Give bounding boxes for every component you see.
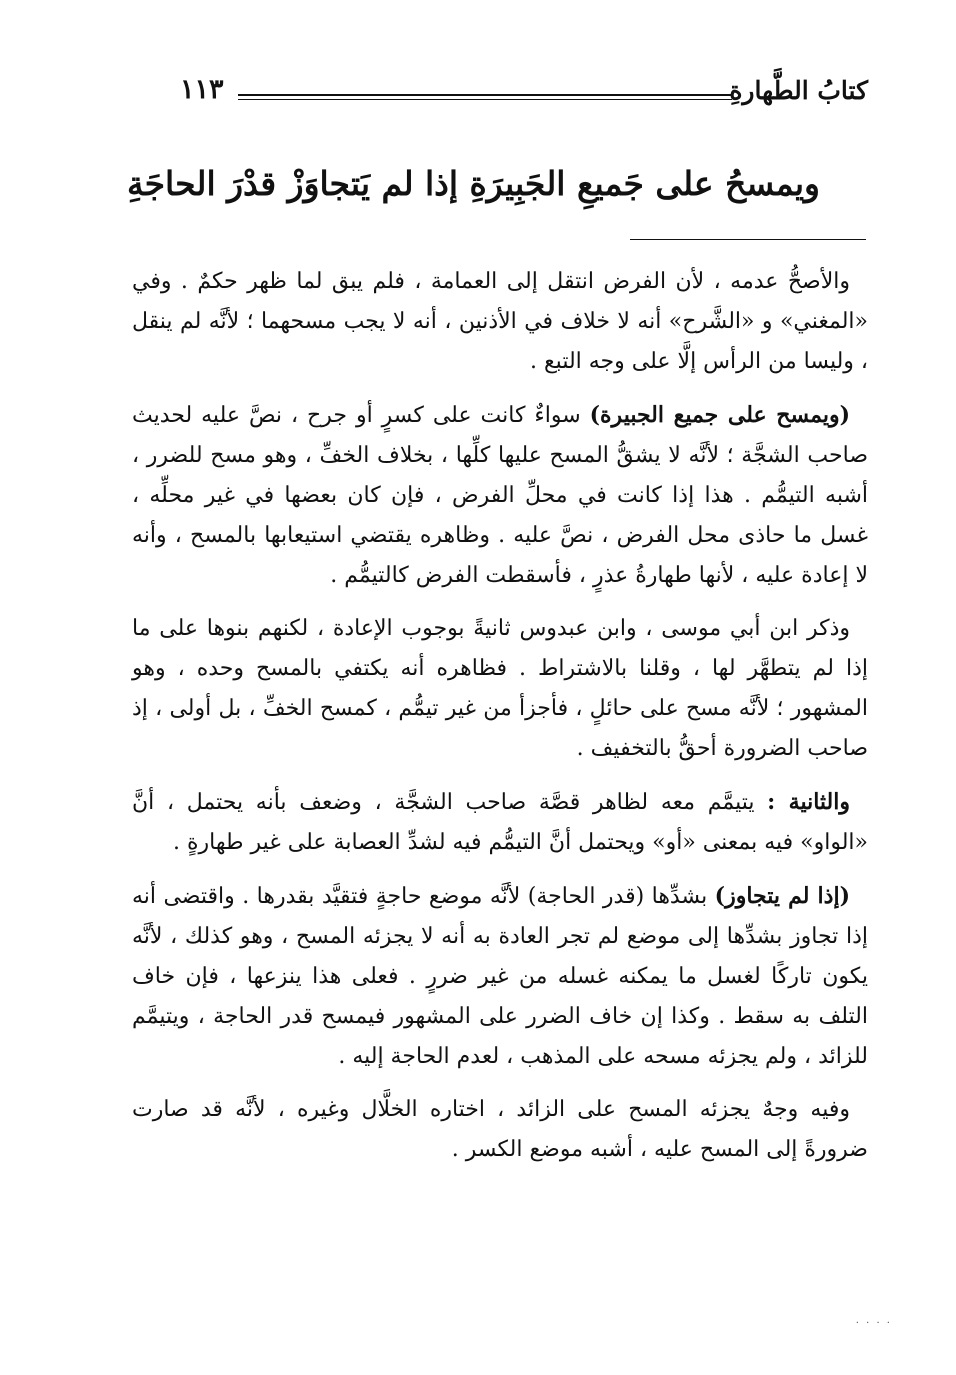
paragraph-4-lead: والثانية : — [767, 789, 850, 815]
matn-heading: ويمسحُ على جَميعِ الجَبِيرَةِ إذا لم يَتجاوَزْ قدْرَ الحاجَةِ — [126, 164, 820, 203]
separator-rule — [630, 239, 866, 240]
paragraph-5-text: بشدِّها (قدر الحاجة) لأنَّه موضع حاجةٍ فتقيَّد بقدرها . واقتضى أنه إذا تجاوز بشدِّها إلى موضع لم تجر العادة به أنه لا يجزئه المسح ، وهو كذلك ، لأنَّه يكون تاركًا لغسل ما يمكنه غسله من غير ضررٍ . فعلى هذا ينزعها ، فإن خاف التلف به سقط . وكذا إن خاف الضرر على المشهور فيمسح قدر الحاجة ، ويتيمَّم للزائد ، ولم يجزئه مسحه على المذهب ، لعدم الحاجة إليه . — [132, 884, 868, 1069]
paragraph-3-text: وذكر ابن أبي موسى ، وابن عبدوس ثانيةً بوجوب الإعادة ، لكنهم بنوها على ما إذا لم يتطهَّر لها ، وقلنا بالاشتراط . فظاهره أنه يكتفي بالمسح وحده ، وهو المشهور ؛ لأنَّه مسح على حائلٍ ، فأجزأ من غير تيمُّم ، كمسح الخفِّ ، بل أولى ، إذ صاحب الضرورة أحقُّ بالتخفيف . — [132, 616, 868, 761]
paragraph-2 — [132, 395, 868, 596]
paragraph-3 — [132, 609, 868, 769]
paragraph-6 — [132, 1090, 868, 1170]
paragraph-1 — [132, 262, 868, 382]
paragraph-1-text: والأصحُّ عدمه ، لأن الفرض انتقل إلى العمامة ، فلم يبق لما ظهر حكمٌ . وفي «المغني» و «الشَّرح» أنه لا خلاف في الأذنين ، أنه لا يجب مسحهما ؛ لأنَّه لم ينقل ، وليسا من الرأس إلَّا على وجه التبع . — [132, 269, 868, 374]
paragraph-4 — [132, 782, 868, 863]
header-title: كتابُ الطَّهارةِ — [729, 76, 868, 105]
paragraph-6-text: وفيه وجهٌ يجزئه المسح على الزائد ، اختاره الخلَّال وغيره ، لأنَّه قد صارت ضرورةً إلى المسح عليه ، أشبه موضع الكسر . — [132, 1097, 868, 1162]
paragraph-2-lead: (ويمسح على جميع الجبيرة) — [589, 402, 850, 428]
paragraph-4-text: يتيمَّم معه لظاهر قصَّة صاحب الشجَّة ، وضعف بأنه يحتمل ، أنَّ «الواو» فيه بمعنى «أو» ويحتمل أنَّ التيمُّم فيه لشدِّ العصابة على غير طهارةٍ . — [132, 790, 868, 855]
page-number: ١١٣ — [180, 74, 224, 105]
running-header — [180, 72, 868, 120]
paragraph-2-text: سواءٌ كانت على كسرٍ أو جرح ، نصَّ عليه لحديث صاحب الشجَّة ؛ لأنَّه لا يشقُّ المسح عليها كلِّها ، بخلاف الخفِّ ، وهو مسح للضرر ، أشبه التيمُّم . هذا إذا كانت في محلِّ الفرض ، فإن كان بعضها في غير محلِّه ، غسل ما حاذى محل الفرض ، نصَّ عليه . وظاهره يقتضي استيعابها بالمسح ، وأنه لا إعادة عليه ، لأنها طهارةُ عذرٍ ، فأسقطت الفرض كالتيمُّم . — [132, 403, 868, 588]
scan-speck: · · · · — [855, 1318, 892, 1329]
header-rule — [238, 94, 732, 100]
paragraph-5-lead: (إذا لم يتجاوز) — [714, 883, 850, 909]
commentary-text — [132, 262, 868, 1183]
paragraph-5 — [132, 876, 868, 1077]
